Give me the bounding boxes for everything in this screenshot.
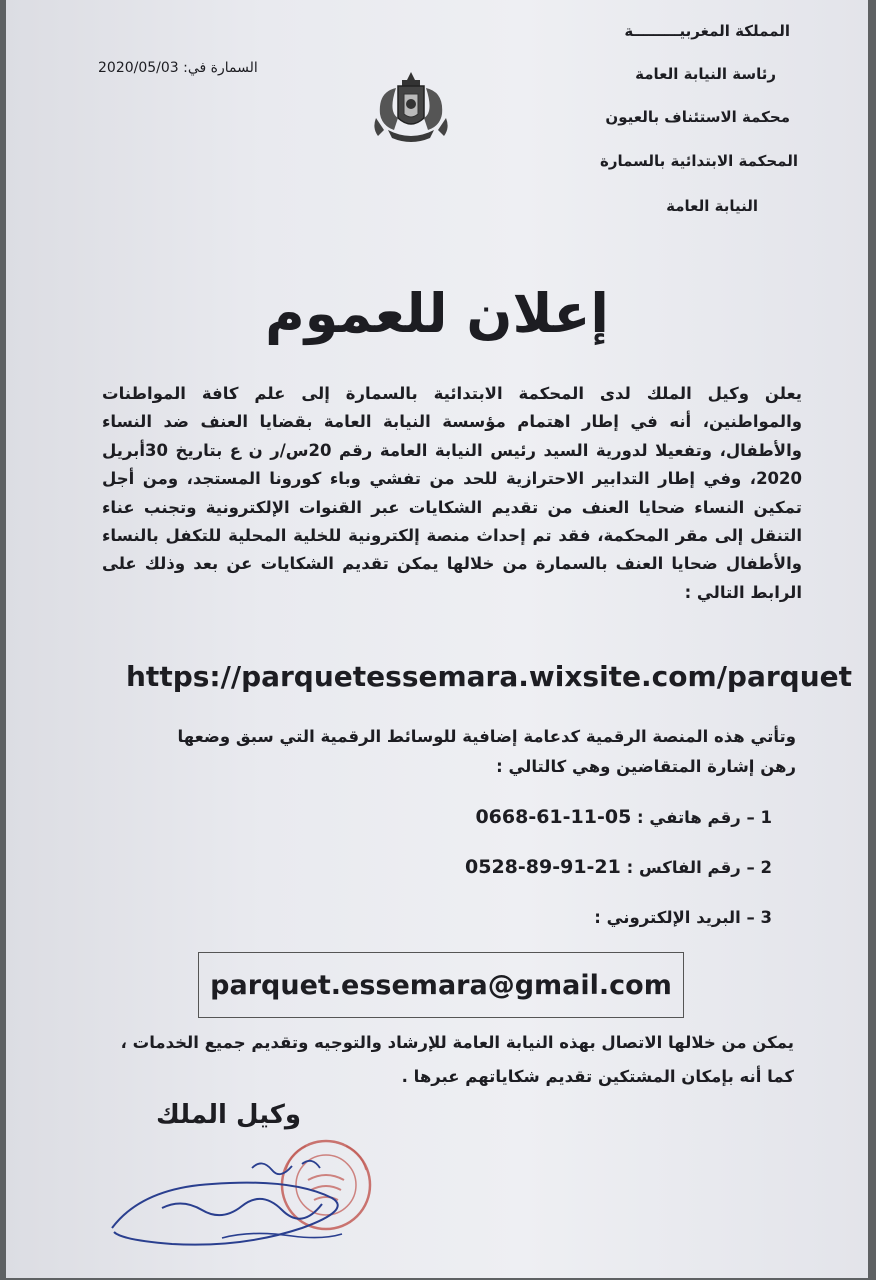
header-first-instance-court: المحكمة الابتدائية بالسمارة — [599, 152, 798, 170]
body-paragraph-1: يعلن وكيل الملك لدى المحكمة الابتدائية بالسمارة إلى علم كافة المواطنات والمواطنين، أنه في إطار اهتمام مؤسسة النيابة العامة بقضايا العنف ضد النساء والأطفال، وتفعيلا لدورية السيد رئيس النيابة العامة رقم 20س/ر ن ع بتاريخ 30أبريل 2020، وفي إطار التدابير الاحترازية للحد من تفشي وباء كورونا المستجد، ومن أجل تمكين النساء ضحايا العنف من تقديم الشكايات عبر القنوات الإلكترونية وتجنب عناء التنقل إلى مقر المحكمة، فقد تم إحداث منصة إلكترونية للخلية المحلية للتكفل بالنساء والأطفال ضحايا العنف بالسمارة من خلالها يمكن تقديم الشكايات عن بعد وذلك على الرابط التالي : — [102, 384, 802, 602]
contact-fax — [465, 856, 772, 878]
body-paragraph-3: يمكن من خلالها الاتصال بهذه النيابة العامة للإرشاد والتوجيه وتقديم جميع الخدمات ، كما أنه بإمكان المشتكين تقديم شكاياتهم عبرها . — [120, 1033, 794, 1086]
contact-email-heading — [594, 908, 772, 927]
contact-fax-value: 0528-89-91-21 — [465, 856, 621, 878]
header-presidency: رئاسة النيابة العامة — [635, 65, 776, 83]
date-line: السمارة في: 2020/05/03 — [98, 60, 258, 76]
moroccan-coat-of-arms-icon — [368, 68, 454, 152]
email-address[interactable]: parquet.essemara@gmail.com — [210, 969, 672, 1001]
document-page — [6, 0, 868, 1278]
complaints-platform-link[interactable]: https://parquetessemara.wixsite.com/parquet — [126, 660, 853, 693]
body-paragraph-2: وتأتي هذه المنصة الرقمية كدعامة إضافية للوسائط الرقمية التي سبق وضعها رهن إشارة المتقاضين وهي كالتالي : — [177, 727, 796, 776]
contact-email-label: 3 – البريد الإلكتروني : — [594, 908, 772, 927]
contact-phone-label: 1 – رقم هاتفي : — [631, 808, 772, 827]
email-box — [198, 952, 684, 1018]
header-kingdom: المملكة المغربيـــــــــة — [624, 22, 790, 40]
header-appeal-court: محكمة الاستئناف بالعيون — [605, 108, 790, 126]
handwritten-signature-icon — [102, 1148, 362, 1258]
contact-phone — [475, 806, 772, 828]
signature-title: وكيل الملك — [156, 1100, 302, 1130]
announcement-title: إعلان للعموم — [265, 282, 609, 345]
header-public-prosecution: النيابة العامة — [666, 197, 758, 215]
contact-phone-value: 0668-61-11-05 — [475, 806, 632, 828]
contact-fax-label: 2 – رقم الفاكس : — [620, 858, 772, 877]
